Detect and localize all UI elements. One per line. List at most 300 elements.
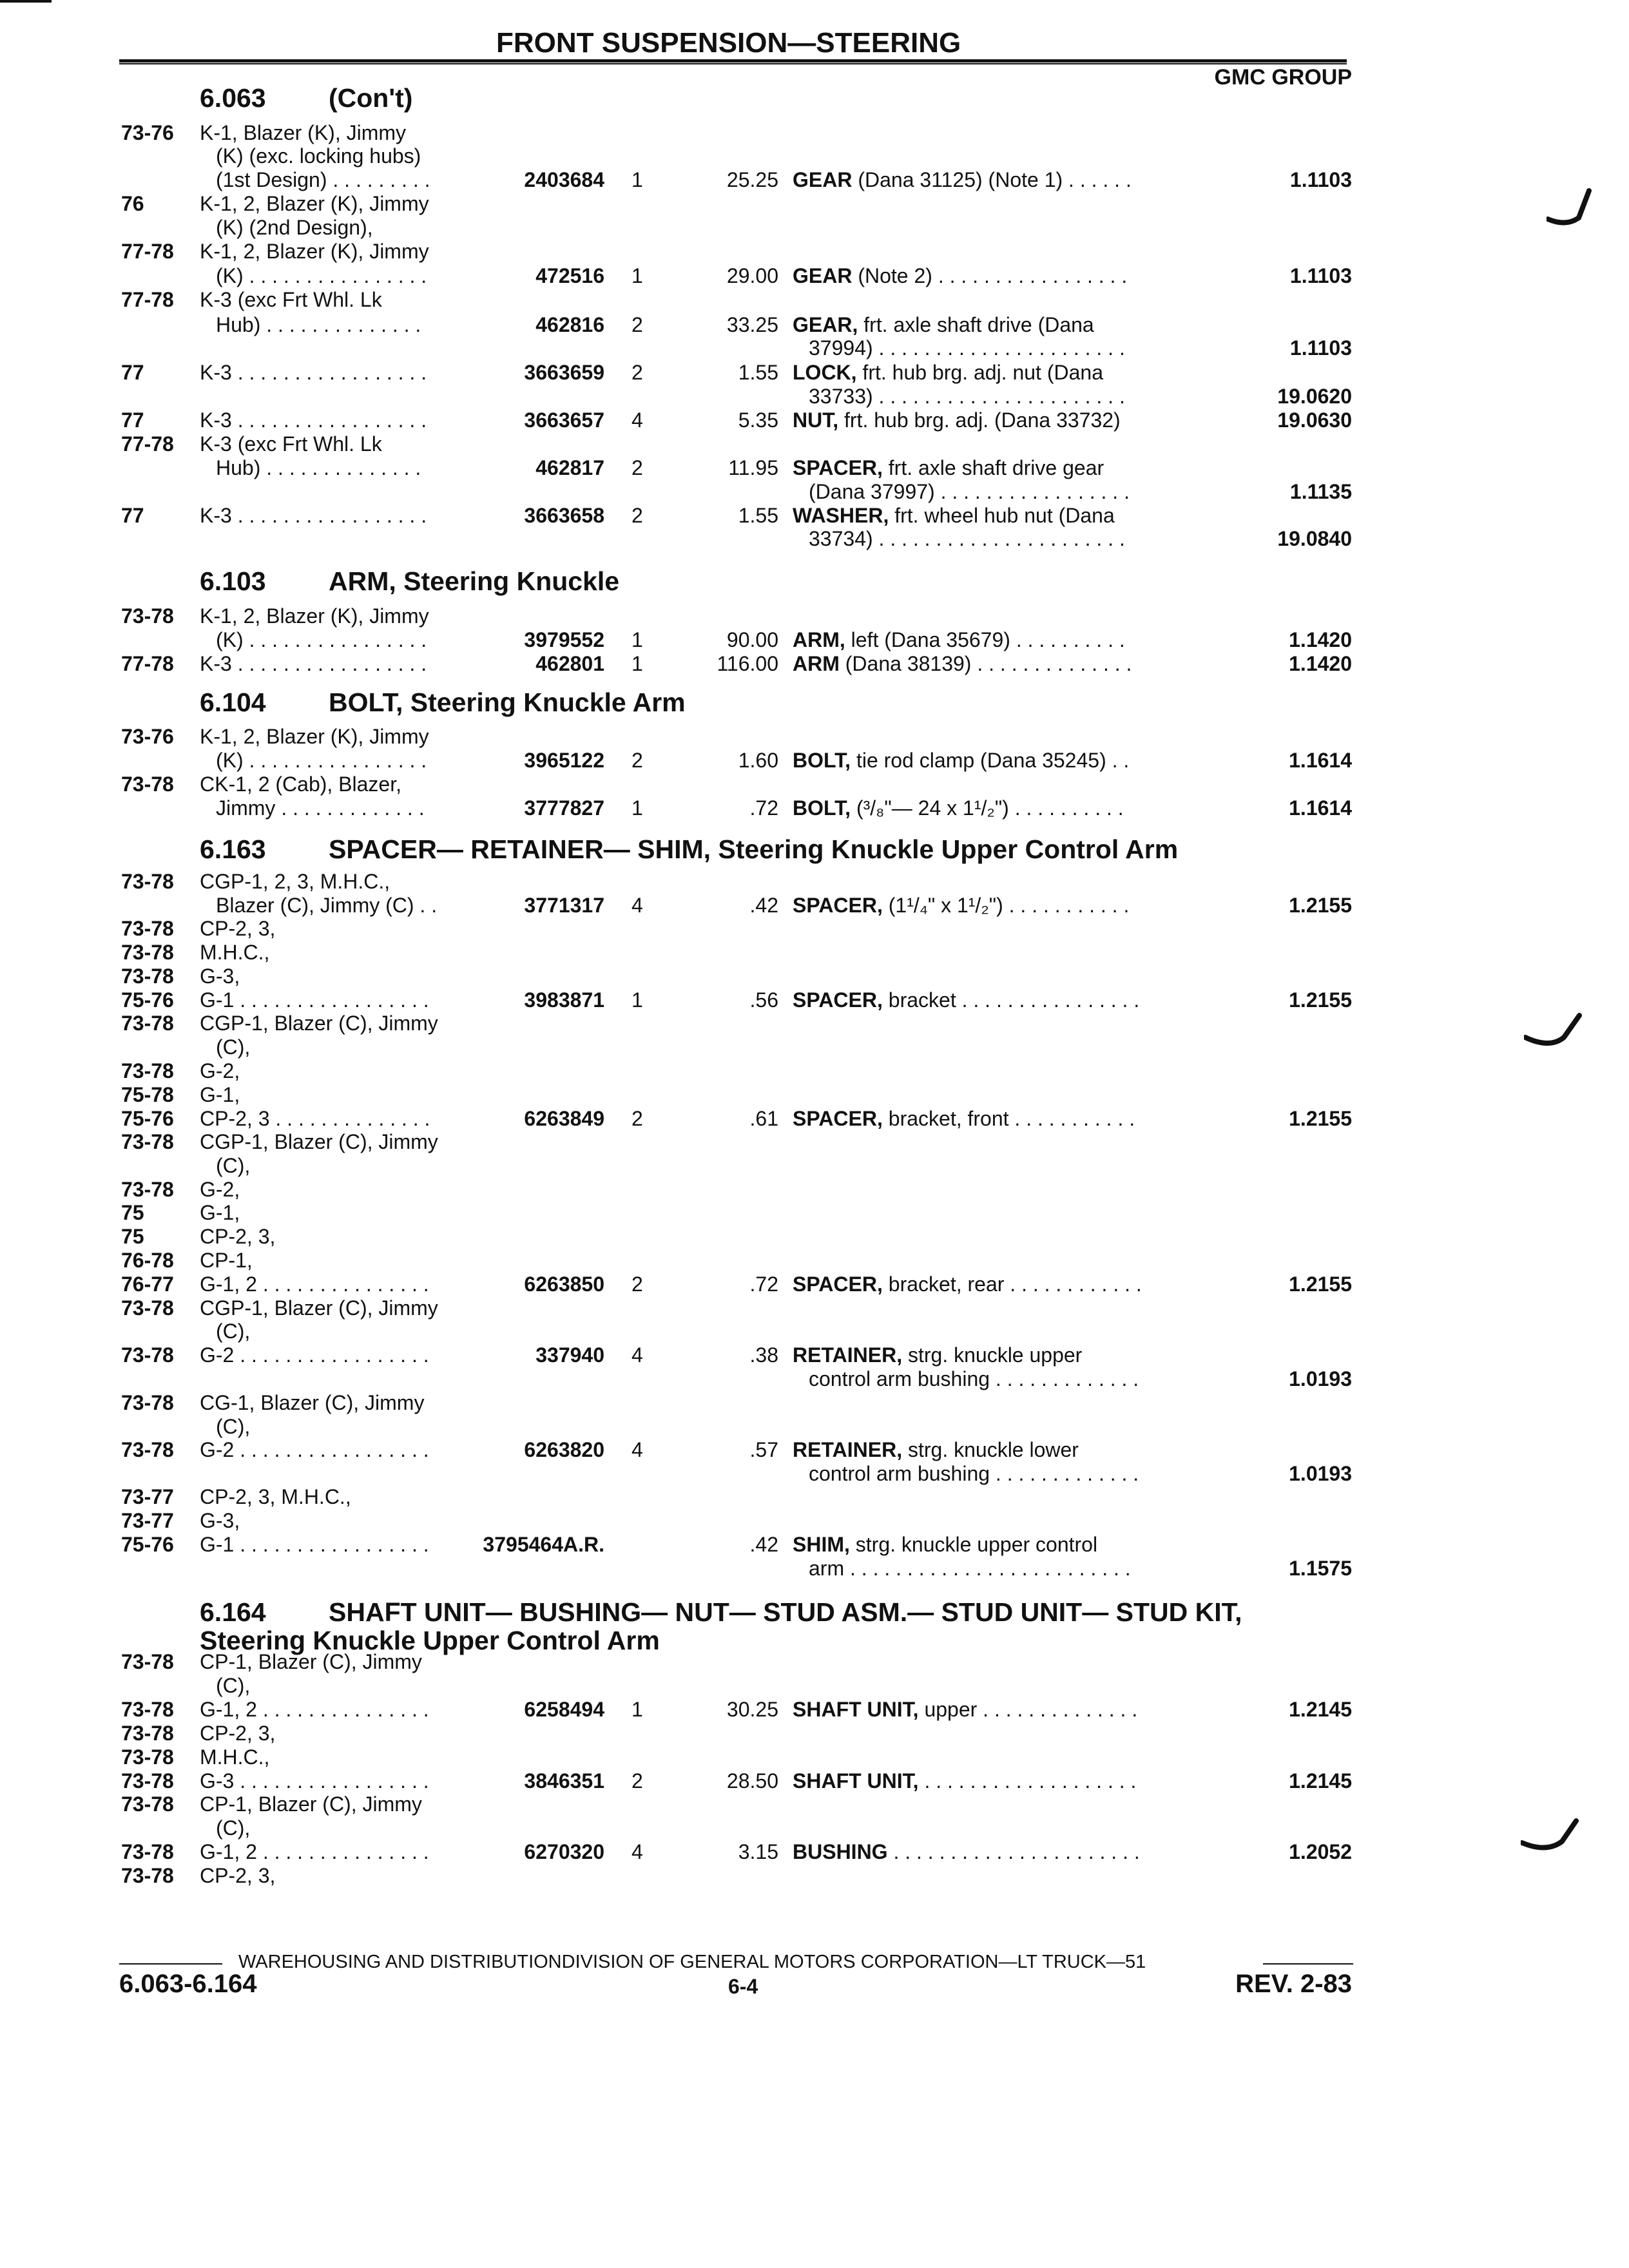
part-description [793, 264, 1127, 288]
header-rule-thin [119, 63, 1347, 64]
price: 11.95 [728, 456, 778, 479]
vehicle-model: G-1, 2 . . . . . . . . . . . . . . . [200, 1273, 429, 1296]
part-description [793, 894, 1129, 918]
description-text: left (Dana 35679) . . . . . . . . . . [845, 628, 1125, 651]
section-range: 6.063-6.164 [119, 1970, 257, 1998]
price: .42 [749, 894, 778, 917]
description-text: (Dana 38139) . . . . . . . . . . . . . . [839, 652, 1132, 675]
table-row [0, 1035, 1629, 1059]
price: 1.55 [738, 361, 778, 384]
model-years: 73-78 [121, 1343, 174, 1367]
group-number: 1.2155 [1289, 988, 1352, 1012]
vehicle-model: G-1, [200, 1083, 240, 1106]
group-number: 1.1614 [1289, 796, 1352, 820]
table-row [0, 1840, 1629, 1864]
part-name: BOLT, [793, 749, 851, 772]
part-description [793, 1273, 1142, 1296]
table-row [0, 192, 1629, 216]
description-text: bracket . . . . . . . . . . . . . . . . [882, 988, 1140, 1012]
table-row [0, 1864, 1629, 1888]
footer-text: WAREHOUSING AND DISTRIBUTIONDIVISION OF GENERAL MOTORS CORPORATION—LT TRUCK—51 [238, 1952, 1146, 1972]
group-number: 1.2155 [1289, 1107, 1352, 1130]
table-row [0, 121, 1629, 145]
table-row [0, 917, 1629, 941]
header-rule [119, 59, 1347, 62]
vehicle-model: CP-2, 3 . . . . . . . . . . . . . . [200, 1107, 430, 1130]
table-row [0, 604, 1629, 628]
description-text: 33733) . . . . . . . . . . . . . . . . . . . . . . [809, 385, 1125, 408]
quantity: 2 [631, 361, 643, 384]
table-row [0, 432, 1629, 456]
description-text: control arm bushing . . . . . . . . . . . . . [809, 1462, 1139, 1485]
group-number: 1.1420 [1289, 652, 1352, 675]
part-description [793, 988, 1139, 1012]
quantity: 4 [631, 1840, 643, 1863]
group-number: 19.0840 [1277, 527, 1352, 550]
price: 1.55 [738, 504, 778, 527]
model-years: 73-78 [121, 941, 174, 964]
description-text: upper . . . . . . . . . . . . . . [918, 1698, 1138, 1721]
price: 5.35 [738, 408, 778, 432]
description-text: (1¹/₄" x 1¹/₂") . . . . . . . . . . . [882, 894, 1130, 917]
quantity: 4 [631, 1343, 643, 1367]
table-row [0, 1059, 1629, 1083]
model-years: 73-78 [121, 1178, 174, 1201]
group-number: 1.1103 [1289, 168, 1352, 191]
part-description [793, 1698, 1137, 1722]
quantity: 1 [631, 628, 643, 651]
price: 3.15 [738, 1840, 778, 1863]
table-row [0, 504, 1629, 528]
part-number: 337940 [535, 1343, 604, 1367]
quantity: 2 [631, 313, 643, 336]
model-years: 73-76 [121, 121, 174, 144]
part-number: 462816 [535, 313, 604, 336]
vehicle-model: G-1, [200, 1201, 240, 1224]
vehicle-model: K-1, 2, Blazer (K), Jimmy [200, 192, 429, 215]
vehicle-model: CP-1, Blazer (C), Jimmy [200, 1792, 422, 1816]
table-row [0, 456, 1629, 480]
quantity: 1 [631, 652, 643, 675]
vehicle-model: CP-2, 3, M.H.C., [200, 1485, 351, 1508]
table-row [0, 361, 1629, 385]
table-row [0, 1320, 1629, 1343]
part-description [793, 408, 1121, 432]
table-row [0, 894, 1629, 918]
margin-check-mark [1521, 1817, 1579, 1856]
section-title: ARM, Steering Knuckle [329, 566, 620, 596]
section-title: SHAFT UNIT— BUSHING— NUT— STUD ASM.— STUD UNIT— STUD KIT, Steering Knuckle Upper Control Arm [200, 1597, 1242, 1655]
margin-check-mark [1547, 187, 1592, 232]
description-text: (Dana 37997) . . . . . . . . . . . . . . . . . [809, 480, 1130, 503]
part-name: WASHER, [793, 504, 889, 527]
description-text: frt. hub brg. adj. (Dana 33732) [838, 408, 1121, 432]
table-row [0, 264, 1629, 288]
description-text: control arm bushing . . . . . . . . . . . . . [809, 1367, 1139, 1390]
part-description [809, 1557, 1131, 1581]
group-number: 1.2155 [1289, 894, 1352, 917]
table-row [0, 941, 1629, 965]
description-text: strg. knuckle upper [902, 1343, 1083, 1367]
price: .72 [749, 796, 778, 820]
vehicle-model: Blazer (C), Jimmy (C) . . [216, 894, 438, 917]
quantity: 4 [631, 1438, 643, 1461]
part-description [793, 1343, 1082, 1367]
table-row [0, 1698, 1629, 1722]
part-number: 3777827 [524, 796, 604, 820]
vehicle-model: CG-1, Blazer (C), Jimmy [200, 1391, 425, 1414]
model-years: 73-77 [121, 1509, 174, 1532]
model-years: 73-78 [121, 1864, 174, 1887]
quantity: 2 [631, 749, 643, 772]
quantity: 1 [631, 168, 643, 191]
group-number: 19.0620 [1277, 385, 1352, 408]
vehicle-model: CGP-1, Blazer (C), Jimmy [200, 1296, 438, 1320]
section-title: BOLT, Steering Knuckle Arm [329, 687, 686, 717]
vehicle-model: (K) . . . . . . . . . . . . . . . . [216, 264, 427, 287]
price: .38 [749, 1343, 778, 1367]
part-description [793, 504, 1115, 528]
vehicle-model: (K) . . . . . . . . . . . . . . . . [216, 749, 427, 772]
vehicle-model: G-2 . . . . . . . . . . . . . . . . . [200, 1343, 429, 1367]
table-row [0, 1462, 1629, 1486]
part-name: SPACER, [793, 456, 883, 479]
vehicle-model: (C), [216, 1415, 251, 1438]
description-text: . . . . . . . . . . . . . . . . . . . . . . [887, 1840, 1140, 1863]
model-years: 77 [121, 408, 144, 432]
group-number: 1.2145 [1289, 1698, 1352, 1721]
model-years: 73-78 [121, 1012, 174, 1035]
model-years: 75 [121, 1225, 144, 1248]
vehicle-model: K-1, 2, Blazer (K), Jimmy [200, 604, 429, 628]
part-number: 3663658 [524, 504, 604, 527]
description-text: frt. wheel hub nut (Dana [889, 504, 1115, 527]
table-row [0, 1816, 1629, 1840]
table-row [0, 1154, 1629, 1178]
vehicle-model: (C), [216, 1154, 251, 1177]
part-description [809, 1367, 1139, 1391]
part-name: SHIM, [793, 1533, 850, 1556]
part-name: GEAR, [793, 313, 858, 336]
table-row [0, 144, 1629, 168]
part-description [793, 749, 1129, 773]
part-number: 472516 [535, 264, 604, 287]
part-description [793, 628, 1125, 652]
vehicle-model: Hub) . . . . . . . . . . . . . . [216, 313, 421, 336]
margin-check-mark [1524, 1012, 1582, 1050]
vehicle-model: CGP-1, 2, 3, M.H.C., [200, 870, 390, 893]
model-years: 73-78 [121, 1722, 174, 1745]
model-years: 73-78 [121, 1792, 174, 1816]
part-description [793, 1840, 1140, 1864]
part-name: NUT, [793, 408, 839, 432]
part-number: 3663657 [524, 408, 604, 432]
part-name: SPACER, [793, 1273, 883, 1296]
group-number: 1.1135 [1289, 480, 1352, 503]
model-years: 76-77 [121, 1273, 174, 1296]
table-row [0, 1674, 1629, 1698]
vehicle-model: CGP-1, Blazer (C), Jimmy [200, 1012, 438, 1035]
quantity: 1 [631, 1698, 643, 1721]
vehicle-model: K-3 . . . . . . . . . . . . . . . . . [200, 408, 427, 432]
model-years: 73-78 [121, 773, 174, 796]
part-name: SPACER, [793, 894, 883, 917]
vehicle-model: CP-2, 3, [200, 1225, 276, 1248]
vehicle-model: K-1, Blazer (K), Jimmy [200, 121, 407, 144]
description-text: frt. hub brg. adj. nut (Dana [856, 361, 1103, 384]
model-years: 75-76 [121, 988, 174, 1012]
vehicle-model: K-3 . . . . . . . . . . . . . . . . . [200, 361, 427, 384]
vehicle-model: K-1, 2, Blazer (K), Jimmy [200, 240, 429, 263]
part-number: 3979552 [524, 628, 604, 651]
vehicle-model: G-3 . . . . . . . . . . . . . . . . . [200, 1769, 429, 1792]
table-row [0, 1415, 1629, 1439]
table-row [0, 336, 1629, 360]
part-number: 6263820 [524, 1438, 604, 1461]
section-heading [200, 567, 619, 595]
vehicle-model: G-2 . . . . . . . . . . . . . . . . . [200, 1438, 429, 1461]
section-title: (Con't) [329, 83, 413, 113]
vehicle-model: K-3 . . . . . . . . . . . . . . . . . [200, 652, 427, 675]
section-number: 6.104 [200, 687, 266, 717]
model-years: 75-78 [121, 1083, 174, 1106]
model-years: 75-76 [121, 1107, 174, 1130]
vehicle-model: Hub) . . . . . . . . . . . . . . [216, 456, 421, 479]
corner-mark [0, 0, 52, 3]
part-description [793, 796, 1124, 820]
part-description [809, 480, 1130, 504]
vehicle-model: G-1, 2 . . . . . . . . . . . . . . . [200, 1698, 429, 1721]
group-number: 19.0630 [1277, 408, 1352, 432]
table-row [0, 725, 1629, 749]
part-description [793, 361, 1103, 385]
part-name: SPACER, [793, 988, 883, 1012]
section-number: 6.103 [200, 566, 266, 596]
table-row [0, 1249, 1629, 1273]
model-years: 73-78 [121, 1769, 174, 1792]
part-name: SHAFT UNIT, [793, 1698, 919, 1721]
vehicle-model: G-1, 2 . . . . . . . . . . . . . . . [200, 1840, 429, 1863]
part-description [793, 652, 1132, 676]
vehicle-model: K-3 . . . . . . . . . . . . . . . . . [200, 504, 427, 527]
group-number: 1.2155 [1289, 1273, 1352, 1296]
revision: REV. 2-83 [1235, 1970, 1352, 1998]
part-name: SPACER, [793, 1107, 883, 1130]
model-years: 73-77 [121, 1485, 174, 1508]
quantity: 4 [631, 894, 643, 917]
description-text: strg. knuckle upper control [849, 1533, 1098, 1556]
table-row [0, 240, 1629, 264]
table-row [0, 1391, 1629, 1415]
table-row [0, 313, 1629, 337]
model-years: 73-78 [121, 1391, 174, 1414]
quantity: 2 [631, 1769, 643, 1792]
part-name: RETAINER, [793, 1438, 903, 1461]
part-description [793, 168, 1132, 192]
section-heading [200, 688, 686, 716]
price: .61 [749, 1107, 778, 1130]
description-text: bracket, front . . . . . . . . . . . [882, 1107, 1135, 1130]
description-text: tie rod clamp (Dana 35245) . . [851, 749, 1130, 772]
vehicle-model: (C), [216, 1035, 251, 1059]
part-description [809, 385, 1125, 408]
table-row [0, 628, 1629, 652]
vehicle-model: G-2, [200, 1178, 240, 1201]
vehicle-model: (K) . . . . . . . . . . . . . . . . [216, 628, 427, 651]
quantity: 2 [631, 504, 643, 527]
table-row [0, 870, 1629, 894]
table-row [0, 1012, 1629, 1035]
part-name: GEAR [793, 168, 853, 191]
table-row [0, 1273, 1629, 1296]
description-text: frt. axle shaft drive gear [882, 456, 1104, 479]
page-header-title: FRONT SUSPENSION—STEERING [496, 27, 961, 59]
vehicle-model: (C), [216, 1320, 251, 1343]
price: 1.60 [738, 749, 778, 772]
price: 90.00 [726, 628, 778, 651]
part-name: ARM [793, 652, 840, 675]
table-row [0, 1130, 1629, 1154]
model-years: 77-78 [121, 288, 174, 311]
section-heading [200, 835, 1178, 863]
price: .72 [749, 1273, 778, 1296]
table-row [0, 527, 1629, 551]
part-number: 3983871 [524, 988, 604, 1012]
group-number: 1.0193 [1289, 1462, 1352, 1485]
description-text: strg. knuckle lower [902, 1438, 1079, 1461]
section-number: 6.163 [200, 834, 266, 864]
table-row [0, 1792, 1629, 1816]
table-row [0, 1296, 1629, 1320]
table-row [0, 796, 1629, 820]
table-row [0, 1438, 1629, 1462]
vehicle-model: G-2, [200, 1059, 240, 1082]
part-description [793, 1438, 1079, 1462]
part-name: GEAR [793, 264, 853, 287]
part-name: SHAFT UNIT, [793, 1769, 919, 1792]
model-years: 76-78 [121, 1249, 174, 1272]
table-row [0, 1745, 1629, 1769]
part-description [793, 1533, 1097, 1557]
group-number: 1.1575 [1289, 1557, 1352, 1580]
table-row [0, 749, 1629, 773]
model-years: 73-78 [121, 917, 174, 940]
price: .56 [749, 988, 778, 1012]
model-years: 73-78 [121, 870, 174, 893]
model-years: 73-78 [121, 1650, 174, 1673]
table-row [0, 385, 1629, 408]
model-years: 73-78 [121, 1698, 174, 1721]
section-number: 6.164 [200, 1597, 266, 1627]
model-years: 76 [121, 192, 144, 215]
vehicle-model: CP-2, 3, [200, 917, 276, 940]
vehicle-model: G-1 . . . . . . . . . . . . . . . . . [200, 1533, 429, 1556]
part-description [809, 527, 1125, 551]
table-row [0, 988, 1629, 1012]
part-name: RETAINER, [793, 1343, 903, 1367]
description-text: (³/₈"— 24 x 1¹/₂") . . . . . . . . . . [851, 796, 1124, 820]
vehicle-model: CP-2, 3, [200, 1864, 276, 1887]
vehicle-model: CGP-1, Blazer (C), Jimmy [200, 1130, 438, 1153]
part-number: 2403684 [524, 168, 604, 191]
vehicle-model: CP-2, 3, [200, 1722, 276, 1745]
group-number: 1.1614 [1289, 749, 1352, 772]
part-number: 6263850 [524, 1273, 604, 1296]
description-text: arm . . . . . . . . . . . . . . . . . . . . . . . . . [809, 1557, 1131, 1580]
part-number: 3663659 [524, 361, 604, 384]
model-years: 73-78 [121, 1296, 174, 1320]
price: 25.25 [726, 168, 778, 191]
vehicle-model: K-3 (exc Frt Whl. Lk [200, 432, 382, 456]
group-number: 1.1103 [1289, 264, 1352, 287]
quantity: 1 [631, 988, 643, 1012]
section-heading [200, 1598, 1308, 1655]
part-description [793, 313, 1094, 337]
footer-rule-left [119, 1963, 222, 1965]
description-text: frt. axle shaft drive (Dana [858, 313, 1094, 336]
table-row [0, 1083, 1629, 1107]
table-row [0, 168, 1629, 192]
price: 29.00 [726, 264, 778, 287]
model-years: 73-78 [121, 1438, 174, 1461]
vehicle-model: CP-1, [200, 1249, 253, 1272]
part-number: 3795464A.R. [483, 1533, 604, 1556]
part-description [793, 1107, 1135, 1131]
table-row [0, 1107, 1629, 1131]
part-number: 6258494 [524, 1698, 604, 1721]
vehicle-model: G-3, [200, 965, 240, 988]
table-row [0, 1650, 1629, 1674]
part-description [793, 456, 1104, 480]
group-number: 1.2145 [1289, 1769, 1352, 1792]
description-text: (Dana 31125) (Note 1) . . . . . . [852, 168, 1132, 191]
table-row [0, 1178, 1629, 1202]
page-number: 6-4 [728, 1975, 758, 1998]
model-years: 73-78 [121, 1840, 174, 1863]
table-row [0, 408, 1629, 432]
section-title: SPACER— RETAINER— SHIM, Steering Knuckle Upper Control Arm [329, 834, 1179, 864]
quantity: 4 [631, 408, 643, 432]
description-text: bracket, rear . . . . . . . . . . . . [882, 1273, 1142, 1296]
part-name: LOCK, [793, 361, 857, 384]
vehicle-model: (K) (2nd Design), [216, 216, 373, 239]
table-row [0, 1343, 1629, 1367]
model-years: 73-78 [121, 1130, 174, 1153]
table-row [0, 1485, 1629, 1509]
model-years: 73-78 [121, 965, 174, 988]
section-heading [200, 84, 412, 112]
model-years: 77-78 [121, 652, 174, 675]
vehicle-model: (C), [216, 1816, 251, 1840]
model-years: 73-78 [121, 1745, 174, 1769]
vehicle-model: K-3 (exc Frt Whl. Lk [200, 288, 382, 311]
part-number: 3771317 [524, 894, 604, 917]
quantity: 2 [631, 1273, 643, 1296]
quantity: 1 [631, 264, 643, 287]
model-years: 73-78 [121, 604, 174, 628]
vehicle-model: G-1 . . . . . . . . . . . . . . . . . [200, 988, 429, 1012]
quantity: 2 [631, 456, 643, 479]
vehicle-model: M.H.C., [200, 1745, 270, 1769]
vehicle-model: K-1, 2, Blazer (K), Jimmy [200, 725, 429, 748]
part-name: BOLT, [793, 796, 851, 820]
model-years: 73-78 [121, 1059, 174, 1082]
model-years: 73-76 [121, 725, 174, 748]
price: 116.00 [717, 652, 778, 675]
part-name: ARM, [793, 628, 845, 651]
part-number: 3965122 [524, 749, 604, 772]
vehicle-model: G-3, [200, 1509, 240, 1532]
